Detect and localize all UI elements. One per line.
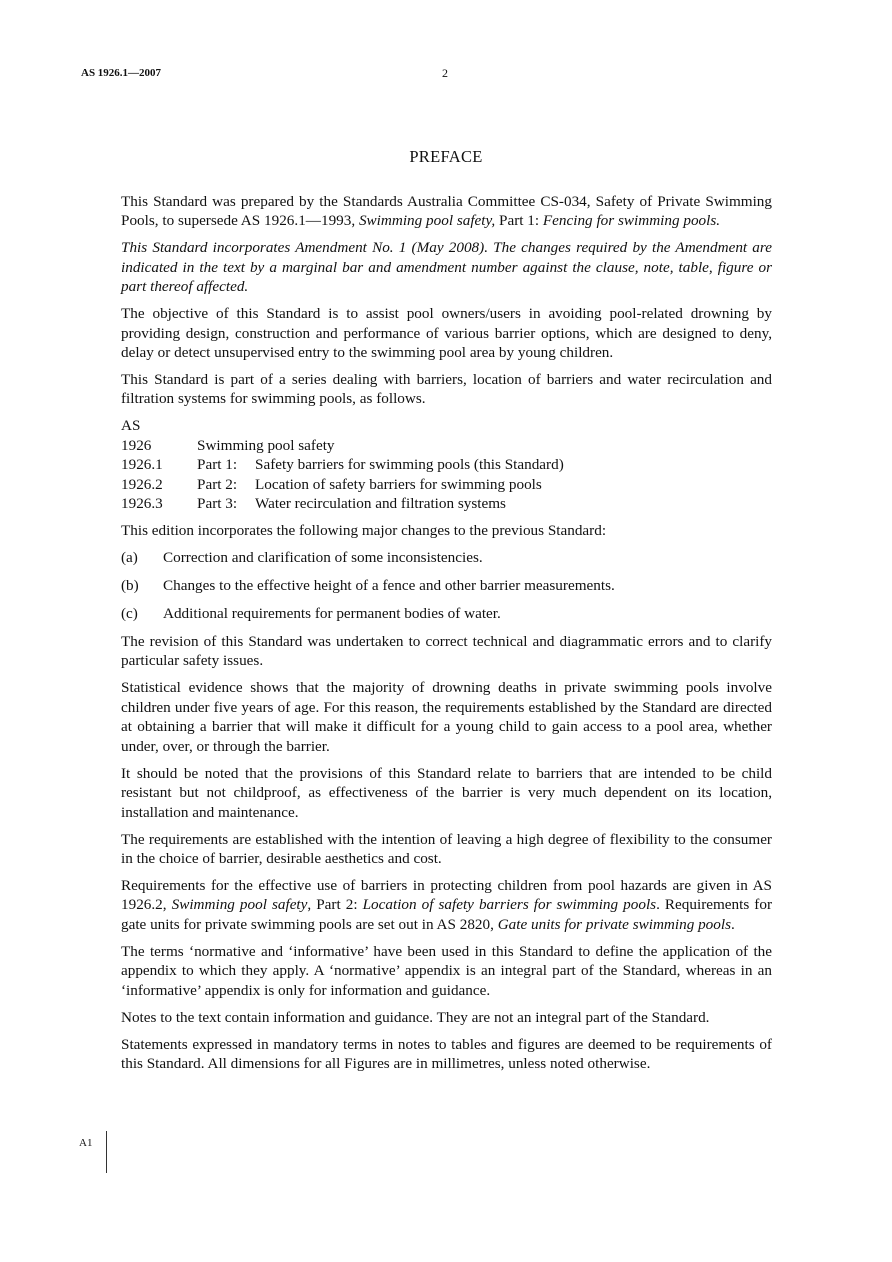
list-item xyxy=(121,548,772,567)
list-text: Changes to the effective height of a fence and other barrier measurements. xyxy=(163,577,615,595)
text-span: . Requirements for gate units for private swimming pools are set out in AS 2820, xyxy=(121,896,773,933)
series-list xyxy=(121,416,772,513)
page-number: 2 xyxy=(442,66,448,80)
series-title: Location of safety barriers for swimming pools xyxy=(255,475,542,493)
italic-title: Swimming pool safety xyxy=(171,896,308,914)
page-title: PREFACE xyxy=(409,147,483,166)
series-code: 1926.3 xyxy=(121,495,163,513)
paragraph-objective: The objective of this Standard is to assist pool owners/users in avoiding pool-related drowning by providing design, construction and performance of various barrier options, which are designed to deny, delay or detect unsupervised entry to the swimming pool area by young children. xyxy=(121,305,772,362)
series-row xyxy=(121,436,772,455)
paragraph-series-intro: This Standard is part of a series dealing with barriers, location of barriers and water recirculation and filtration systems for swimming pools, as follows. xyxy=(121,371,772,408)
paragraph-related-standards xyxy=(121,876,772,934)
italic-text: This Standard incorporates Amendment No. 1 (May 2008). The changes required by the Amendment are indicated in the text by a marginal bar and amendment number against the clause, note, table, figure or part thereof affected. xyxy=(121,239,772,296)
list-label: (b) xyxy=(121,577,139,595)
series-code: 1926.2 xyxy=(121,475,163,493)
series-heading-row xyxy=(121,416,772,435)
preface-body xyxy=(121,192,772,1073)
text-span: Part 1: xyxy=(495,212,543,230)
list-item xyxy=(121,604,772,623)
list-label: (c) xyxy=(121,605,138,623)
italic-title: Fencing for swimming pools. xyxy=(542,212,721,230)
list-item xyxy=(121,576,772,595)
italic-title: Gate units for private swimming pools xyxy=(497,915,732,933)
series-row xyxy=(121,455,772,474)
paragraph-committee xyxy=(121,192,772,231)
text-span: . xyxy=(731,915,735,933)
series-title: Swimming pool safety xyxy=(197,436,335,454)
paragraph-changes-intro: This edition incorporates the following major changes to the previous Standard: xyxy=(121,522,607,540)
amendment-mark: A1 xyxy=(79,1137,93,1149)
paragraph-notes: Notes to the text contain information and guidance. They are not an integral part of the Standard. xyxy=(121,1008,710,1026)
series-row xyxy=(121,494,772,513)
series-title: Safety barriers for swimming pools (this Standard) xyxy=(255,456,564,474)
text-span: This Standard was prepared by the Standards Australia Committee CS-034, Safety of Private Swimming Pools, to supersede AS 1926.1—1993, xyxy=(121,193,772,230)
list-text: Correction and clarification of some inconsistencies. xyxy=(163,549,483,567)
italic-title: Location of safety barriers for swimming pools xyxy=(362,896,657,914)
paragraph-child-resistant: It should be noted that the provisions of this Standard relate to barriers that are intended to be child resistant but not childproof, as effectiveness of the barrier is very much dependent on its location, installation and maintenance. xyxy=(121,764,772,821)
text-span: , Part 2: xyxy=(307,896,363,914)
series-row xyxy=(121,475,772,494)
series-part: Part 3: xyxy=(197,495,238,513)
document-id: AS 1926.1—2007 xyxy=(81,67,162,79)
italic-title: Swimming pool safety, xyxy=(358,212,496,230)
series-part: Part 2: xyxy=(197,475,238,493)
paragraph-flexibility: The requirements are established with the intention of leaving a high degree of flexibility to the consumer in the choice of barrier, desirable aesthetics and cost. xyxy=(121,830,772,867)
paragraph-statistics: Statistical evidence shows that the majority of drowning deaths in private swimming pools involve children under five years of age. For this reason, the requirements established by the Standard are directed at obtaining a barrier that will make it difficult for a young child to gain access to a pool area, whether under, over, or through the barrier. xyxy=(121,679,772,755)
paragraph-amendment-note xyxy=(121,238,772,296)
series-code: 1926 xyxy=(121,436,152,454)
series-part: Part 1: xyxy=(197,456,238,474)
series-heading: AS xyxy=(121,417,141,435)
text-span: Requirements for the effective use of barriers in protecting children from pool hazards are given in AS 1926.2, xyxy=(121,876,772,914)
list-label: (a) xyxy=(121,549,138,567)
paragraph-normative-informative: The terms ‘normative and ‘informative’ have been used in this Standard to define the application of the appendix to which they apply. A ‘normative’ appendix is an integral part of the Standard, whereas in an ‘informative’ appendix is only for information and guidance. xyxy=(121,942,772,999)
series-code: 1926.1 xyxy=(121,456,163,474)
paragraph-revision: The revision of this Standard was undertaken to correct technical and diagrammatic errors and to clarify particular safety issues. xyxy=(121,633,772,670)
paragraph-mandatory-statements: Statements expressed in mandatory terms in notes to tables and figures are deemed to be requirements of this Standard. All dimensions for all Figures are in millimetres, unless noted otherwise. xyxy=(121,1035,772,1072)
amendment-marginal-bar xyxy=(106,1131,107,1173)
list-text: Additional requirements for permanent bodies of water. xyxy=(163,605,501,623)
series-title: Water recirculation and filtration systems xyxy=(255,495,506,513)
